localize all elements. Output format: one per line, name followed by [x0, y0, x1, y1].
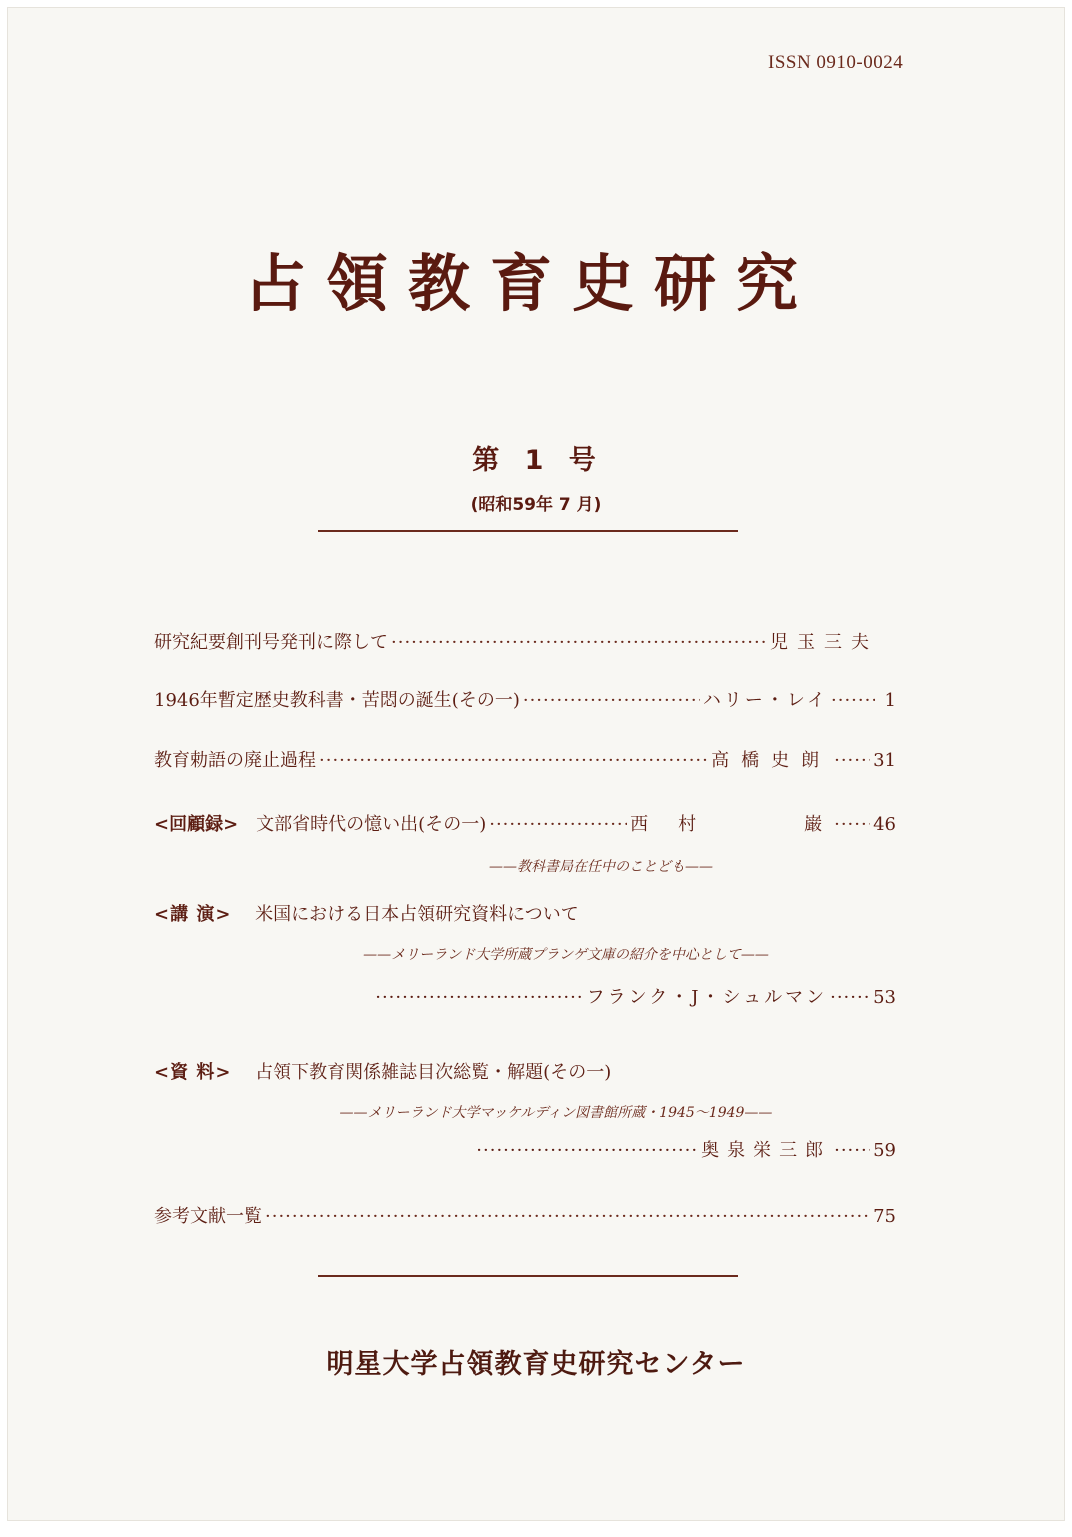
entry-title: 文部省時代の憶い出(その一): [256, 814, 487, 835]
toc-entry: [154, 628, 896, 654]
section-tag: <資 料>: [154, 1062, 232, 1083]
toc-entry: [154, 746, 896, 772]
leader-dots: [831, 690, 875, 711]
journal-title: 占領教育史研究: [243, 247, 818, 320]
entry-title: 米国における日本占領研究資料について: [255, 904, 579, 925]
entry-subtitle: ——メリーランド大学所蔵プランゲ文庫の紹介を中心として——: [363, 947, 769, 963]
entry-title: 参考文献一覧: [154, 1206, 262, 1227]
journal-cover: [8, 8, 1064, 1520]
toc-entry: [154, 1058, 611, 1084]
entry-subtitle: ——メリーランド大学マッケルディン図書館所蔵・1945〜1949——: [339, 1105, 773, 1121]
leader-dots: [834, 814, 870, 835]
entry-page: 1: [884, 690, 896, 711]
publisher: 明星大学占領教育史研究センター: [326, 1349, 746, 1380]
entry-page: 31: [873, 750, 896, 771]
leader-dots: [834, 750, 870, 771]
leader-dots: [523, 690, 700, 711]
section-tag: <回顧録>: [154, 814, 239, 835]
entry-author: ハリー・レイ: [702, 690, 828, 711]
entry-subtitle: ——教科書局在任中のことども——: [489, 859, 713, 875]
entry-page: 46: [873, 814, 896, 835]
entry-author: フランク・J・シュルマン: [586, 987, 828, 1008]
entry-title: 占領下教育関係雑誌目次総覧・解題(その一): [255, 1062, 612, 1083]
leader-dots: [265, 1206, 870, 1227]
section-tag: <講 演>: [154, 904, 232, 925]
toc-entry: [154, 1202, 896, 1228]
table-of-contents: [8, 8, 1064, 1520]
leader-dots: [834, 1140, 870, 1161]
leader-dots: [319, 750, 708, 771]
issn: ISSN 0910-0024: [768, 52, 904, 73]
toc-entry: [154, 810, 896, 836]
entry-author-line: [296, 1136, 896, 1162]
leader-dots: [830, 987, 870, 1008]
entry-title: 研究紀要創刊号発刊に際して: [154, 632, 388, 653]
entry-page: 59: [873, 1140, 896, 1161]
toc-entry: [154, 686, 896, 712]
entry-author-line: [296, 983, 896, 1009]
issue-date: (昭和59年 7 月): [470, 495, 602, 515]
entry-title: 教育勅語の廃止過程: [154, 750, 316, 771]
entry-author-given: 巌: [804, 814, 832, 835]
entry-author: 奥泉栄三郎: [701, 1140, 832, 1161]
entry-page: 75: [873, 1206, 896, 1227]
entry-author: 児玉三夫: [770, 632, 878, 653]
issue-number: 第 1 号: [472, 445, 604, 476]
leader-dots: [374, 987, 584, 1008]
toc-entry: [154, 900, 579, 926]
entry-author: 高橋史朗: [711, 750, 832, 771]
entry-author: 西村: [630, 814, 727, 835]
entry-page: 53: [873, 987, 896, 1008]
entry-title: 1946年暫定歴史教科書・苦悶の誕生(その一): [154, 690, 520, 711]
leader-dots: [489, 814, 627, 835]
leader-dots: [391, 632, 767, 653]
leader-dots: [478, 1140, 698, 1161]
divider-bottom: [318, 1275, 738, 1277]
